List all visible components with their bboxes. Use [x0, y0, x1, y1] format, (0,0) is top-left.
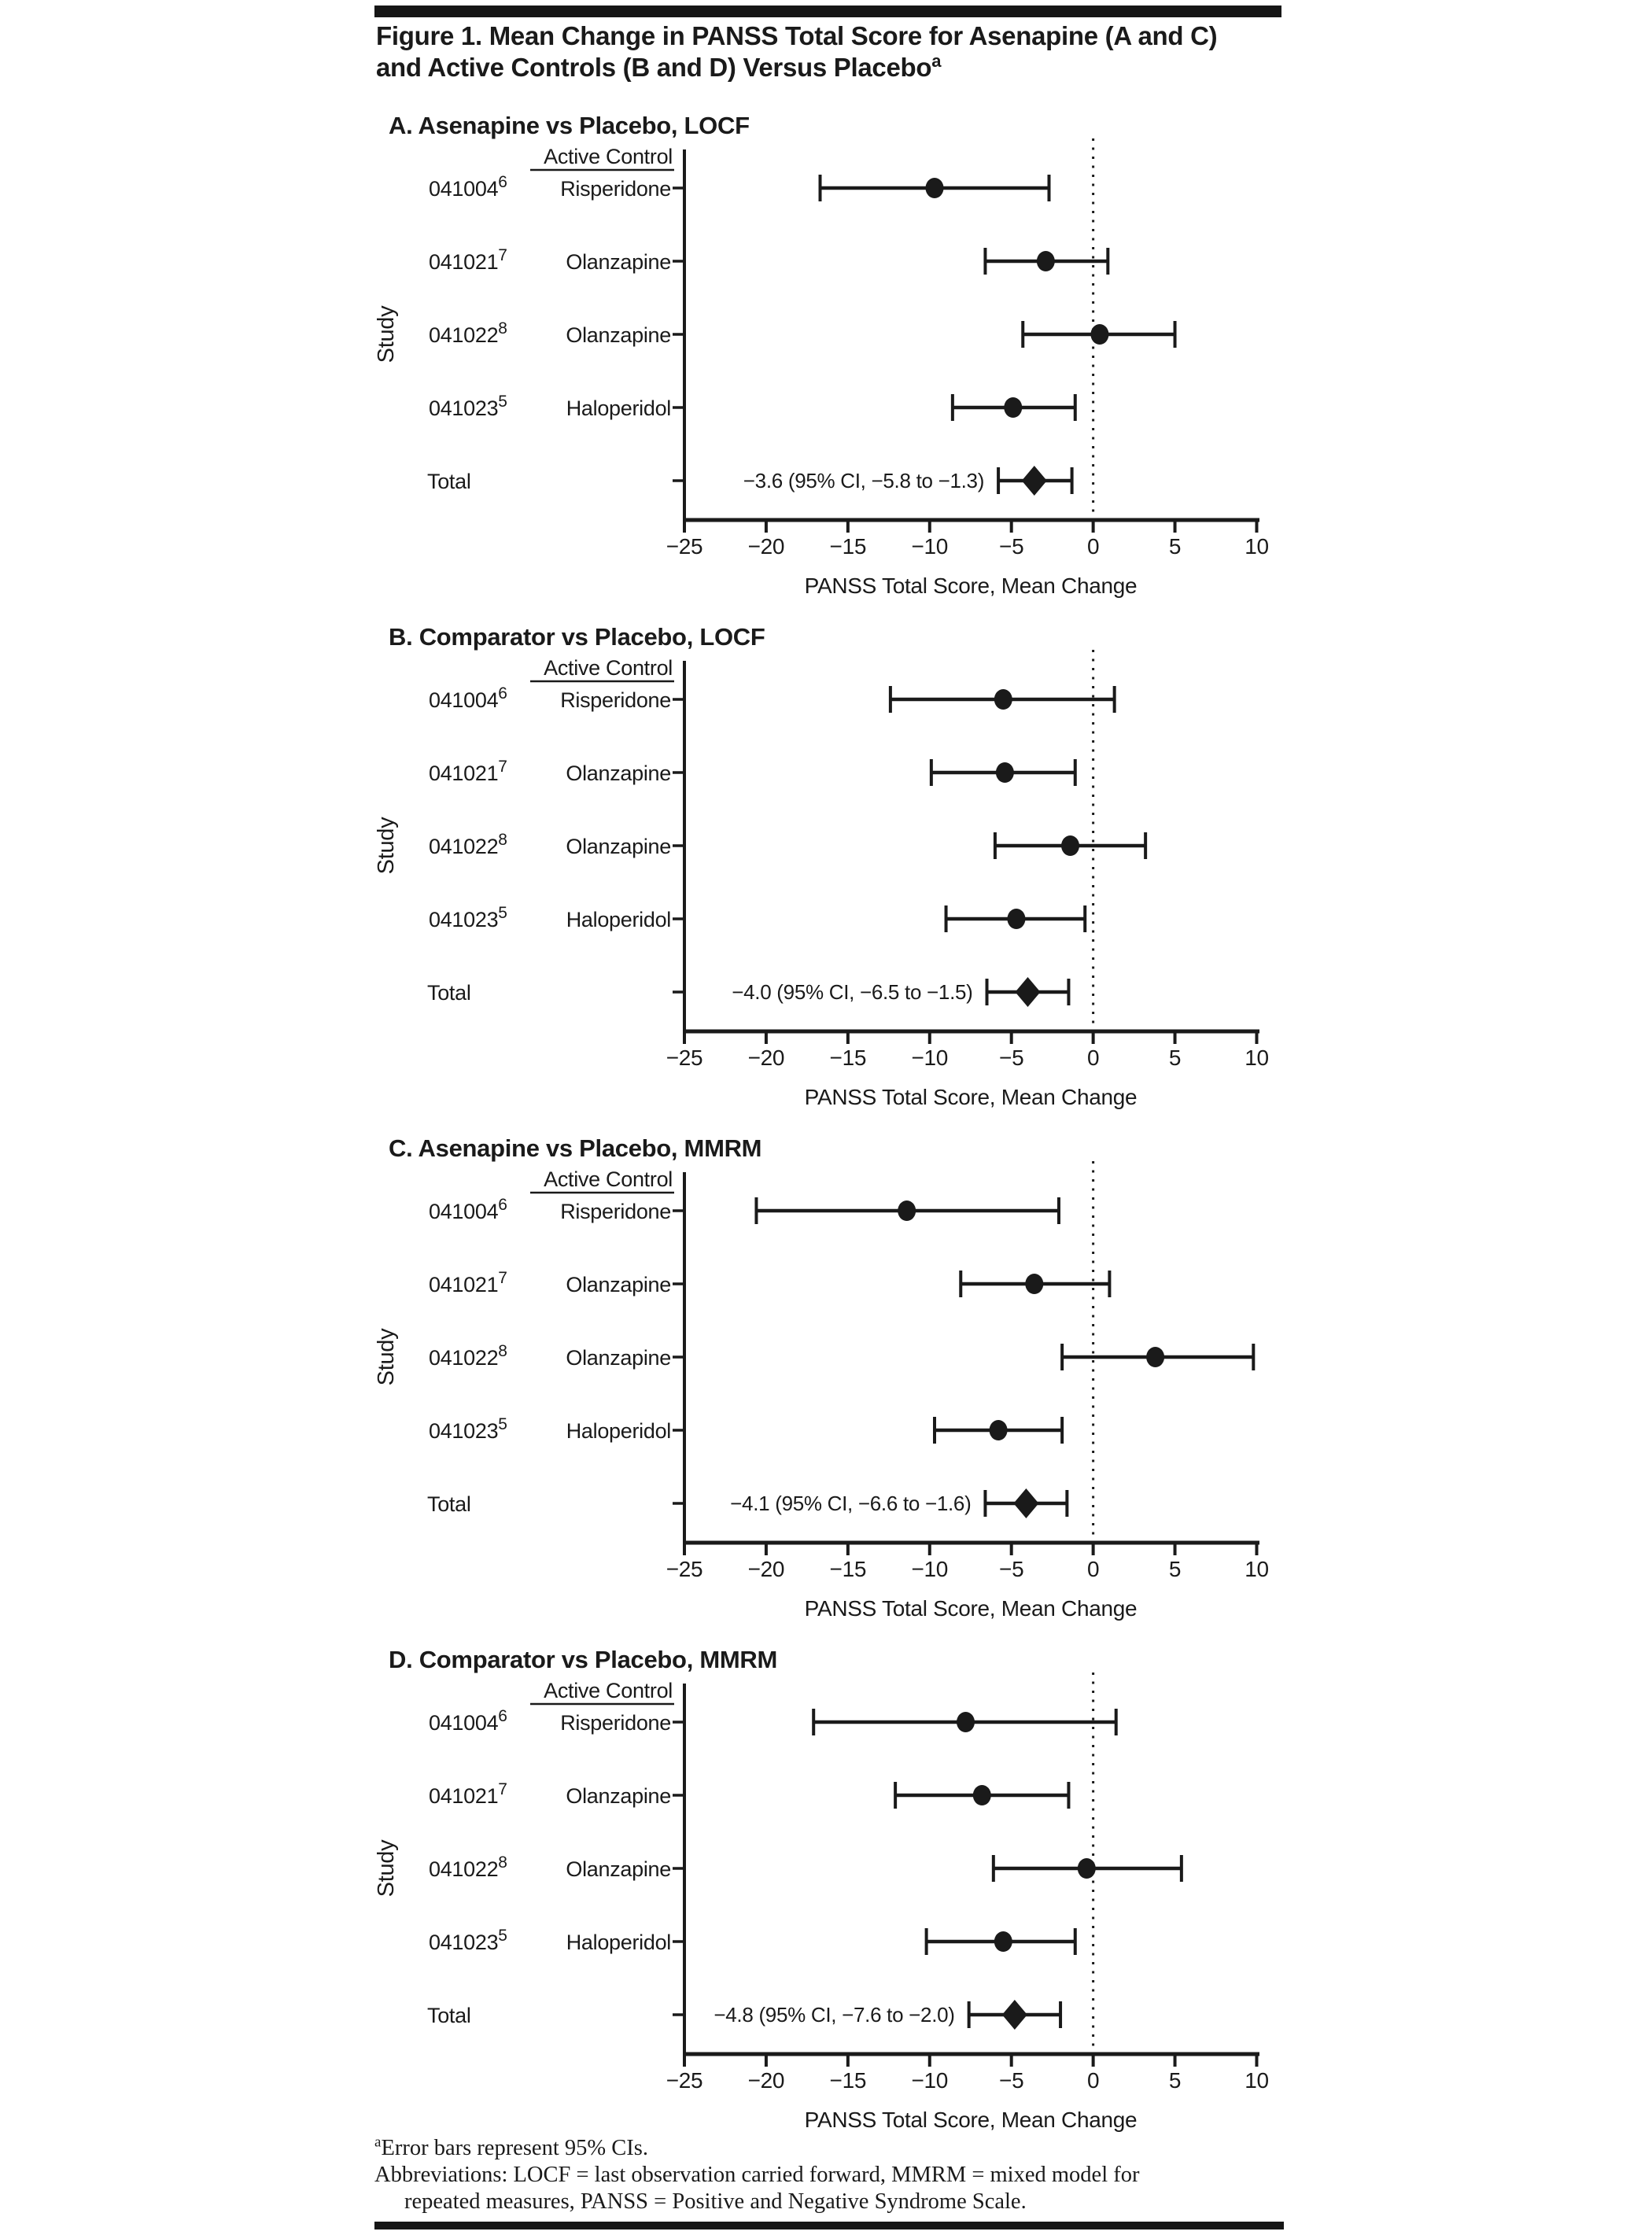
- total-diamond-marker: [1022, 466, 1047, 496]
- study-ref-superscript: 7: [498, 1780, 507, 1798]
- y-axis-title: Study: [374, 1328, 399, 1386]
- study-ref-superscript: 6: [498, 684, 507, 703]
- y-axis-title: Study: [374, 1839, 399, 1898]
- study-ref-superscript: 5: [498, 393, 507, 411]
- mean-point-marker: [926, 178, 944, 198]
- active-control-label: Olanzapine: [566, 1784, 671, 1808]
- study-id-label: [429, 246, 507, 274]
- study-id-label: [429, 319, 507, 347]
- study-row: [429, 319, 1175, 348]
- study-id-label: [429, 684, 507, 712]
- active-control-label: Olanzapine: [566, 323, 671, 347]
- x-axis-tick-label: −15: [829, 534, 867, 559]
- x-axis-title: PANSS Total Score, Mean Change: [804, 1085, 1138, 1109]
- mean-point-marker: [898, 1200, 916, 1221]
- mean-point-marker: [973, 1785, 991, 1805]
- active-control-label: Olanzapine: [566, 1346, 671, 1370]
- x-axis-tick-label: 10: [1245, 534, 1269, 559]
- study-row: [429, 1196, 1059, 1224]
- x-axis-tick-label: 0: [1086, 2068, 1100, 2093]
- study-ref-superscript: 8: [498, 1342, 507, 1360]
- mean-point-marker: [1004, 397, 1022, 418]
- mean-point-marker: [1061, 835, 1079, 856]
- study-row: [429, 1780, 1068, 1809]
- x-axis-tick-label: −10: [911, 2068, 949, 2093]
- study-row: [429, 831, 1145, 859]
- study-row: [429, 246, 1108, 275]
- x-axis-tick-label: −25: [666, 1557, 703, 1581]
- active-control-label: Risperidone: [560, 1711, 671, 1735]
- study-ref-superscript: 5: [498, 904, 507, 922]
- total-row: [427, 2000, 1060, 2030]
- mean-point-marker: [957, 1712, 975, 1732]
- study-id-label: [429, 1853, 507, 1881]
- footnote-superscript: a: [374, 2134, 382, 2151]
- study-ref-superscript: 8: [498, 831, 507, 849]
- x-axis-tick-label: 5: [1168, 1046, 1182, 1070]
- study-row: [429, 1269, 1109, 1297]
- footnotes: [374, 2135, 1318, 2215]
- x-axis-tick-label: 0: [1086, 534, 1100, 559]
- x-axis-tick-label: −15: [829, 2068, 867, 2093]
- study-ref-superscript: 7: [498, 246, 507, 264]
- x-axis-tick-label: −10: [911, 534, 949, 559]
- study-row: [429, 1415, 1062, 1444]
- x-axis-tick-label: −25: [666, 1046, 703, 1070]
- study-row: [429, 758, 1075, 786]
- x-axis-title: PANSS Total Score, Mean Change: [804, 574, 1138, 598]
- x-axis-tick-label: 5: [1168, 534, 1182, 559]
- total-ci-text: −4.1 (95% CI, −6.6 to −1.6): [730, 1492, 972, 1515]
- mean-point-marker: [1078, 1858, 1096, 1879]
- x-axis-tick-label: 10: [1245, 2068, 1269, 2093]
- footnote-error-bars-text: Error bars represent 95% CIs.: [381, 2136, 648, 2160]
- active-control-label: Olanzapine: [566, 250, 671, 274]
- x-axis-tick-label: −5: [999, 2068, 1024, 2093]
- study-ref-superscript: 7: [498, 758, 507, 776]
- study-id: 041023: [429, 396, 499, 420]
- study-id: 041004: [429, 1200, 499, 1223]
- study-id-label: [429, 393, 507, 420]
- study-id: 041021: [429, 1784, 499, 1808]
- bottom-rule: [374, 2222, 1284, 2229]
- x-axis-tick-label: −20: [747, 1046, 785, 1070]
- active-control-header: Active Control: [544, 656, 673, 680]
- y-axis-title: Study: [374, 817, 399, 875]
- study-id-label: [429, 1780, 507, 1808]
- active-control-label: Risperidone: [560, 688, 671, 712]
- panel-d: [374, 1646, 1269, 2132]
- study-ref-superscript: 7: [498, 1269, 507, 1287]
- total-ci-text: −4.0 (95% CI, −6.5 to −1.5): [732, 980, 973, 1004]
- study-row: [429, 393, 1075, 421]
- study-id-label: [429, 173, 507, 201]
- footnote-abbreviations-line1: Abbreviations: LOCF = last observation carried forward, MMRM = mixed model for: [374, 2163, 1140, 2187]
- x-axis-tick-label: −15: [829, 1557, 867, 1581]
- study-id-label: [429, 1269, 507, 1296]
- study-row: [429, 1853, 1182, 1882]
- x-axis-tick-label: −10: [911, 1046, 949, 1070]
- total-diamond-marker: [1013, 1488, 1038, 1518]
- mean-point-marker: [996, 762, 1014, 783]
- x-axis-tick-label: 10: [1245, 1046, 1269, 1070]
- study-row: [429, 1927, 1075, 1955]
- total-row: [427, 977, 1068, 1007]
- study-ref-superscript: 8: [498, 1853, 507, 1872]
- figure-title-line2: and Active Controls (B and D) Versus Placebo: [376, 53, 932, 82]
- study-id-label: [429, 1196, 507, 1223]
- study-id-label: [429, 1415, 507, 1443]
- total-row: [427, 466, 1072, 496]
- mean-point-marker: [1025, 1274, 1043, 1294]
- x-axis-tick-label: −10: [911, 1557, 949, 1581]
- study-id-label: [429, 1707, 507, 1735]
- active-control-label: Risperidone: [560, 177, 671, 201]
- study-row: [429, 904, 1085, 932]
- study-id: 041022: [429, 323, 499, 347]
- study-ref-superscript: 5: [498, 1927, 507, 1945]
- mean-point-marker: [994, 1931, 1012, 1952]
- study-id: 041021: [429, 1273, 499, 1296]
- x-axis-title: PANSS Total Score, Mean Change: [804, 1596, 1138, 1621]
- total-ci-text: −4.8 (95% CI, −7.6 to −2.0): [714, 2003, 955, 2027]
- x-axis-tick-label: −20: [747, 534, 785, 559]
- study-row: [429, 684, 1115, 713]
- study-id: 041021: [429, 250, 499, 274]
- total-diamond-marker: [1015, 977, 1040, 1007]
- x-axis-tick-label: −25: [666, 534, 703, 559]
- study-row: [429, 1342, 1253, 1370]
- active-control-header: Active Control: [544, 1167, 673, 1191]
- study-ref-superscript: 6: [498, 173, 507, 191]
- active-control-label: Haloperidol: [566, 396, 671, 420]
- study-id: 041023: [429, 1931, 499, 1954]
- y-axis-title: Study: [374, 305, 399, 363]
- study-id: 041022: [429, 1857, 499, 1881]
- x-axis-tick-label: −15: [829, 1046, 867, 1070]
- study-id: 041004: [429, 1711, 499, 1735]
- total-label: Total: [427, 1492, 471, 1516]
- x-axis-tick-label: 10: [1245, 1557, 1269, 1581]
- total-label: Total: [427, 981, 471, 1005]
- x-axis-tick-label: −20: [747, 2068, 785, 2093]
- study-id-label: [429, 758, 507, 785]
- active-control-label: Olanzapine: [566, 762, 671, 785]
- x-axis-title: PANSS Total Score, Mean Change: [804, 2108, 1138, 2132]
- x-axis-tick-label: −25: [666, 2068, 703, 2093]
- panel-a-header: A. Asenapine vs Placebo, LOCF: [389, 112, 750, 139]
- x-axis-tick-label: −5: [999, 1046, 1024, 1070]
- study-id-label: [429, 1342, 507, 1370]
- study-id: 041023: [429, 1419, 499, 1443]
- mean-point-marker: [990, 1420, 1008, 1440]
- active-control-label: Olanzapine: [566, 1273, 671, 1296]
- study-ref-superscript: 8: [498, 319, 507, 337]
- x-axis-tick-label: −20: [747, 1557, 785, 1581]
- total-row: [427, 1488, 1067, 1518]
- total-label: Total: [427, 470, 471, 493]
- active-control-label: Haloperidol: [566, 908, 671, 931]
- study-ref-superscript: 6: [498, 1196, 507, 1214]
- study-row: [429, 1707, 1116, 1735]
- x-axis-tick-label: 0: [1086, 1557, 1100, 1581]
- x-axis-tick-label: 5: [1168, 2068, 1182, 2093]
- study-id: 041004: [429, 177, 499, 201]
- study-ref-superscript: 6: [498, 1707, 507, 1725]
- study-id-label: [429, 1927, 507, 1954]
- panel-c-header: C. Asenapine vs Placebo, MMRM: [389, 1134, 762, 1162]
- footnote-abbreviations-line2: repeated measures, PANSS = Positive and Negative Syndrome Scale.: [404, 2189, 1027, 2214]
- panel-b-header: B. Comparator vs Placebo, LOCF: [389, 623, 765, 651]
- mean-point-marker: [1146, 1347, 1164, 1367]
- active-control-label: Risperidone: [560, 1200, 671, 1223]
- active-control-header: Active Control: [544, 145, 673, 168]
- total-ci-text: −3.6 (95% CI, −5.8 to −1.3): [743, 469, 985, 492]
- x-axis-tick-label: −5: [999, 534, 1024, 559]
- active-control-label: Olanzapine: [566, 1857, 671, 1881]
- panel-c: [374, 1134, 1269, 1621]
- x-axis-tick-label: −5: [999, 1557, 1024, 1581]
- mean-point-marker: [1007, 909, 1025, 929]
- total-diamond-marker: [1002, 2000, 1027, 2030]
- panel-b: [374, 623, 1269, 1109]
- panel-d-header: D. Comparator vs Placebo, MMRM: [389, 1646, 777, 1673]
- study-id: 041004: [429, 688, 499, 712]
- footnote-error-bars: [374, 2135, 1318, 2162]
- study-ref-superscript: 5: [498, 1415, 507, 1433]
- active-control-label: Olanzapine: [566, 835, 671, 858]
- panel-a: [374, 112, 1269, 598]
- study-id-label: [429, 904, 507, 931]
- figure-title-superscript: a: [931, 51, 942, 71]
- figure-title-line1: Figure 1. Mean Change in PANSS Total Score for Asenapine (A and C): [376, 21, 1218, 50]
- active-control-label: Haloperidol: [566, 1419, 671, 1443]
- study-row: [429, 173, 1049, 201]
- mean-point-marker: [994, 689, 1012, 710]
- active-control-header: Active Control: [544, 1679, 673, 1702]
- active-control-label: Haloperidol: [566, 1931, 671, 1954]
- mean-point-marker: [1090, 324, 1108, 345]
- total-label: Total: [427, 2004, 471, 2027]
- x-axis-tick-label: 5: [1168, 1557, 1182, 1581]
- study-id-label: [429, 831, 507, 858]
- study-id: 041023: [429, 908, 499, 931]
- x-axis-tick-label: 0: [1086, 1046, 1100, 1070]
- study-id: 041022: [429, 1346, 499, 1370]
- study-id: 041022: [429, 835, 499, 858]
- study-id: 041021: [429, 762, 499, 785]
- mean-point-marker: [1037, 251, 1055, 271]
